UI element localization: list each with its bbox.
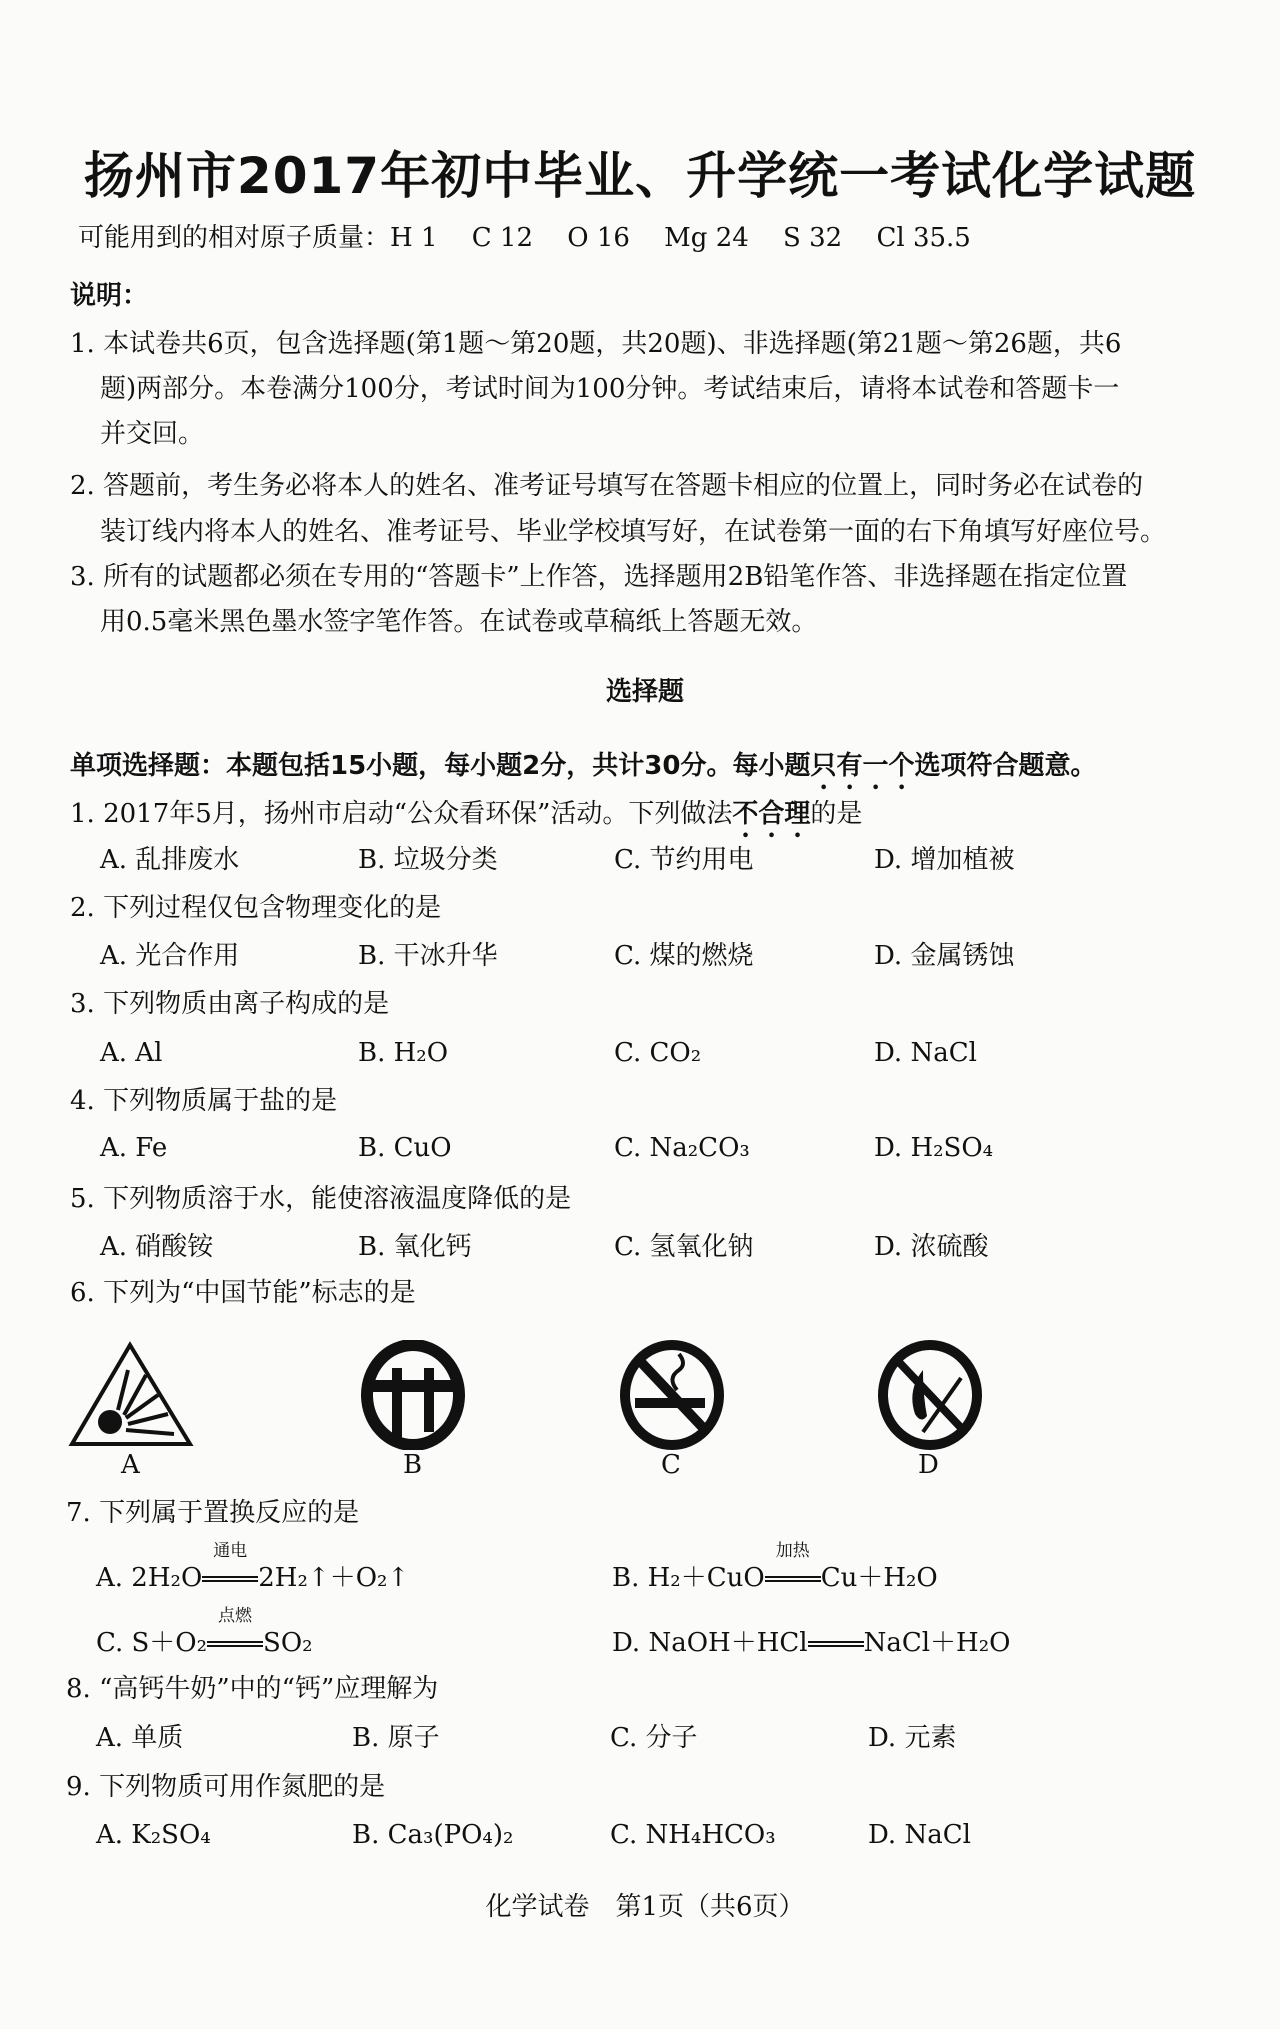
note-line: 用0.5毫米黑色墨水签字笔作答。在试卷或草稿纸上答题无效。: [100, 607, 818, 637]
option: A. Fe: [100, 1133, 168, 1163]
question-6: 6. 下列为“中国节能”标志的是: [70, 1278, 416, 1308]
option: D. 元素: [868, 1723, 957, 1753]
option: D. NaCl: [868, 1820, 971, 1850]
equation-d: D. NaOH＋HCl NaCl＋H₂O: [612, 1628, 1011, 1658]
option-label: D: [918, 1450, 939, 1480]
question-2: 2. 下列过程仅包含物理变化的是: [70, 893, 442, 923]
question-3: 3. 下列物质由离子构成的是: [70, 989, 390, 1019]
option: A. 乱排废水: [100, 845, 240, 875]
option: B. H₂O: [358, 1038, 449, 1068]
option-label: B: [403, 1450, 423, 1480]
china-energy-saving-icon: [358, 1340, 468, 1450]
option: A. 光合作用: [100, 941, 240, 971]
note-line: 装订线内将本人的姓名、准考证号、毕业学校填写好，在试卷第一面的右下角填写好座位号。: [100, 517, 1167, 547]
option-label: A: [121, 1450, 140, 1480]
option: A. Al: [100, 1038, 163, 1068]
question-1: 1. 2017年5月，扬州市启动“公众看环保”活动。下列做法不合理的是: [70, 799, 863, 829]
option: C. 节约用电: [614, 845, 754, 875]
explosive-warning-icon: [66, 1340, 196, 1450]
option: B. CuO: [358, 1133, 452, 1163]
question-8: 8. “高钙牛奶”中的“钙”应理解为: [66, 1674, 439, 1704]
option: B. 原子: [352, 1723, 440, 1753]
note-line: 2. 答题前，考生务必将本人的姓名、准考证号填写在答题卡相应的位置上，同时务必在试卷的: [70, 471, 1144, 501]
option: D. H₂SO₄: [874, 1133, 994, 1163]
note-line: 并交回。: [100, 419, 205, 449]
question-4: 4. 下列物质属于盐的是: [70, 1086, 338, 1116]
option: D. 增加植被: [874, 845, 1015, 875]
option: B. Ca₃(PO₄)₂: [352, 1820, 514, 1850]
page-title: 扬州市2017年初中毕业、升学统一考试化学试题: [83, 147, 1197, 205]
option: C. NH₄HCO₃: [610, 1820, 776, 1850]
equation-c: C. S＋O₂ 点燃 SO₂: [96, 1606, 313, 1658]
notes-heading: 说明：: [70, 281, 149, 311]
section-title: 选择题: [605, 677, 684, 707]
equation-b: B. H₂＋CuO 加热 Cu＋H₂O: [612, 1541, 938, 1593]
option: B. 干冰升华: [358, 941, 498, 971]
option: C. 分子: [610, 1723, 698, 1753]
option: A. 硝酸铵: [100, 1232, 214, 1262]
option: B. 垃圾分类: [358, 845, 498, 875]
question-7: 7. 下列属于置换反应的是: [66, 1498, 360, 1528]
option: C. CO₂: [614, 1038, 702, 1068]
atomic-masses: 可能用到的相对原子质量：H 1 C 12 O 16 Mg 24 S 32 Cl 35.5: [78, 223, 971, 253]
option: A. 单质: [96, 1723, 184, 1753]
question-9: 9. 下列物质可用作氮肥的是: [66, 1772, 386, 1802]
no-smoking-icon: [617, 1340, 727, 1450]
note-line: 题)两部分。本卷满分100分，考试时间为100分钟。考试结束后，请将本试卷和答题卡一: [100, 374, 1120, 404]
question-5: 5. 下列物质溶于水，能使溶液温度降低的是: [70, 1184, 572, 1214]
no-fire-icon: [875, 1340, 985, 1450]
note-line: 1. 本试卷共6页，包含选择题(第1题～第20题，共20题)、非选择题(第21题～第26题，共6: [70, 329, 1122, 359]
equation-a: A. 2H₂O 通电 2H₂↑＋O₂↑: [96, 1541, 410, 1593]
option: A. K₂SO₄: [96, 1820, 211, 1850]
option: D. 金属锈蚀: [874, 941, 1015, 971]
option: D. 浓硫酸: [874, 1232, 989, 1262]
option: C. Na₂CO₃: [614, 1133, 750, 1163]
instruction: 单项选择题：本题包括15小题，每小题2分，共计30分。每小题只有一个选项符合题意。: [70, 751, 1097, 781]
option: B. 氧化钙: [358, 1232, 472, 1262]
note-line: 3. 所有的试题都必须在专用的“答题卡”上作答，选择题用2B铅笔作答、非选择题在指定位置: [70, 562, 1128, 592]
page-footer: 化学试卷 第1页（共6页）: [485, 1892, 805, 1922]
option: C. 氢氧化钠: [614, 1232, 754, 1262]
option: D. NaCl: [874, 1038, 977, 1068]
option-label: C: [661, 1450, 681, 1480]
option: C. 煤的燃烧: [614, 941, 754, 971]
